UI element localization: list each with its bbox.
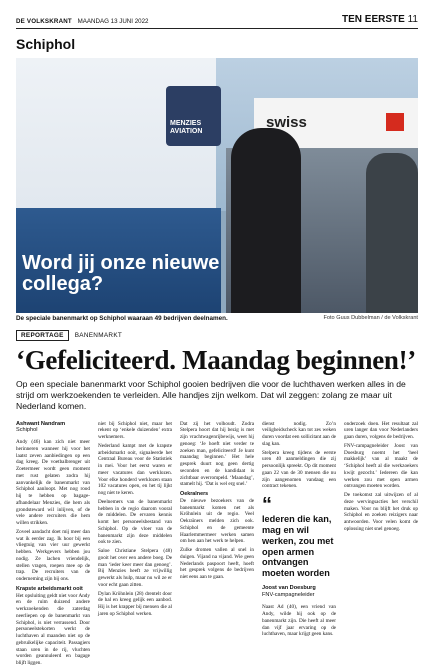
banner-text: Word jij onze nieuwe collega? (22, 252, 220, 295)
paragraph: Dat zij het volhoudt. Zodra Stelpera hoort dat hij bezig is met zijn vrachtwagenrijbewijs, weet hij genoeg: ‘Je hoeft niet verder te zoeken man, gefeliciteerd! Je kunt maandag beginnen.’ Het hele gesprek duurt nog geen dertig seconden en de kandidaat is zichtbaar overrompeld. ‘Maandag’, stamelt hij. ‘Dat is wel erg snel.’ (180, 420, 254, 488)
article-lead: Op een speciale banenmarkt voor Schiphol gooien bedrijven die voor de luchthaven werken alles in de strijd om werkzoekenden te verleiden. Alle handjes zijn welkom. Dat wil zeggen: zolang ze maar uit Nederland komen. (16, 379, 406, 412)
recruiter-figure (231, 128, 301, 313)
paragraph: Dylan Kröhnlein (28) drentelt door de hal en kreeg gelijk een aanbod. Hij is het krapper bij mensen die al jaren op Schiphol werken. (98, 590, 172, 617)
swiss-flag-icon (386, 113, 404, 131)
article-type-tag: REPORTAGE (16, 330, 69, 341)
paragraph: Andy (46) kan zich niet meer herinneren wanneer hij voor het laatst zeven aanbiedingen op een dag kreeg. De voetbalbrenger uit Zoetermeer wordt geen moment met rust gelaten zodra hij aanvankelijk de banenmarkt van Schiphol aanloopt. Met nog rood hij te hebben op bagage-afhandelaar Menzies, die hem als grondsteward wil inlijven, of de vele andere recruiters die hem willen strikken. (16, 439, 90, 527)
swiss-logo-text: swiss (266, 114, 307, 131)
paragraph: dienst nodig. Zo’n veiligheidscheck kan tot zes weken duren voordat een sollicitant aan de slag kan. (262, 420, 336, 447)
paragraph: Het opsluiting geldt niet voor Andy en de ruim duizend andere werkzoekenden die zaterdag neerliepen op de banenmarkt van Schiphol, is niet verrassend. Door personeelstekorten werkt de luchthaven al maanden niet op de gebruikelijke capaciteit. Passagiers staan uren in de rij, vluchten worden geannuleerd en bagage blijft liggen. (16, 592, 90, 667)
paper-name: DE VOLKSKRANT (16, 18, 72, 25)
issue-date: MAANDAG 13 JUNI 2022 (77, 18, 149, 25)
paragraph: onderzoek doen. Het resultaat zal uren langer dan voor Nederlanders gaan duren, volgens de bedrijven. (344, 420, 418, 441)
quote-author: Joost van Doesburg (262, 584, 316, 591)
paragraph: De nieuwe bezoekers van de banenmarkt komen net als Kröhnlein uit de regio. Veel Oekraïners melden zich ook. Schiphol en de gemeente Haarlemmermeer werken samen om hen aan het werk te helpen. (180, 497, 254, 545)
paragraph: Zoveel aandacht doet mij meer dan wat ik eerder zag. Ik hoor bij een vliegtuig van vier uur gewerkt hebben. Werkgevers hebben jou nodig. Ze lachen vriendelijk, stellen vragen, roepen mee op de trap. De recruiters van de onderneming zijn bij ons. (16, 528, 90, 583)
visitor-figure (366, 153, 418, 313)
quote-mark-icon: “ (262, 494, 272, 517)
paragraph: Nederland kampt met de krapste arbeidsmarkt ooit, signaleerde het Centraal Bureau voor de Statistiek in mei. Voor het eerst waren er meer vacatures dan werklozen. Voor elke honderd werklozen staan 102 vacatures open, en het tij lijkt nog niet te keren. (98, 442, 172, 497)
section-name: TEN EERSTE (342, 14, 405, 25)
menzies-logo-text: MENZIES AVIATION (170, 120, 203, 135)
byline-place: Schiphol (16, 427, 38, 434)
article-headline: ‘Gefeliciteerd. Maandag beginnen!’ (16, 345, 416, 375)
article-columns (16, 421, 418, 669)
column-3 (180, 421, 254, 669)
column-4 (262, 421, 336, 669)
subheading: Krapste arbeidsmarkt ooit (16, 585, 83, 592)
photo-caption: De speciale banenmarkt op Schiphol waaraan 49 bedrijven deelnamen. (16, 315, 228, 322)
photo-credit: Foto Guus Dubbelman / de Volkskrant (323, 315, 418, 321)
paragraph: Deelnemers van de banenmarkt hebben in de regio daarom vooral de middelen. De ervaren kennis komt het personeelsbestand van Schiphol. Op de vloer van de banenmarkt zijn deze middelen ook te zien. (98, 498, 172, 546)
paragraph: De toekomst zal uitwijzen of al deze wervingsacties het verschil maken. Voor nu blijft het druk op Schiphol en zoeken reizigers naar antwoorden. Voor velen komt de oplossing niet snel genoeg. (344, 492, 418, 532)
page-number: 11 (407, 14, 418, 25)
paragraph: Stelpera kreeg tijdens de eerste uren 40 aanmeldingen die zij persoonlijk spreekt. Op dit moment gaan 22 van de 30 mensen die nu zijn aangenomen vandaag een contract tekenen. (262, 449, 336, 490)
paragraph: Naast Ad (40), een vriend van Andy, wilde hij ook op de banenmarkt zijn. Die heeft al meer dan vijf jaar ervaring op de luchthaven, maar krijgt geen kans. (262, 604, 336, 638)
section-title: Schiphol (16, 36, 76, 52)
masthead-right (342, 14, 418, 25)
paragraph: Zulke dromen vallen al snel in duigen. Vijand na vijand. Wie geen Nederlands paspoort heeft, hoeft het gesprek volgens de bedrijven niet eens aan te gaan. (180, 547, 254, 581)
pull-quote: Iederen die kan, mag en wil werken, zou met open armen ontvangen moeten worden (262, 514, 334, 579)
masthead-left (16, 18, 148, 25)
menzies-logo-panel (166, 86, 221, 146)
masthead (16, 14, 418, 29)
column-5 (344, 421, 418, 669)
article-tags (16, 330, 418, 341)
newspaper-page (16, 14, 418, 669)
paragraph: niet bij Schiphol niet, maar het rekent op ‘enkele duizenden’ extra werknemers. (98, 420, 172, 441)
article-photo (16, 58, 418, 313)
paragraph: FNV-campagneleider Joost van Doesburg noemt het ‘heel makkelijk’ van al maakt de ‘Schiphol heeft al die werkzoekers kwijt gezocht.’ Iedereen die kan werken zou met open armen ontvangen moeten worden. (344, 442, 418, 490)
column-1 (16, 421, 90, 669)
byline-author: Ashwant Nandram (16, 420, 66, 427)
quote-role: FNV-campagneleider (262, 591, 315, 598)
article-topic-tag: BANENMARKT (74, 332, 123, 339)
subheading: Oekraïners (180, 491, 209, 498)
paragraph: Saloe Christiane Stelpera (48) gooit het over een andere boeg. De man ‘ieder keer meer dan genoeg’. Bij Menzies heeft ze vrijwillig gewerkt als hulp, maar nu wil ze er voor echt gaan zitten. (98, 548, 172, 588)
column-2 (98, 421, 172, 669)
photo-caption-row (16, 315, 418, 322)
